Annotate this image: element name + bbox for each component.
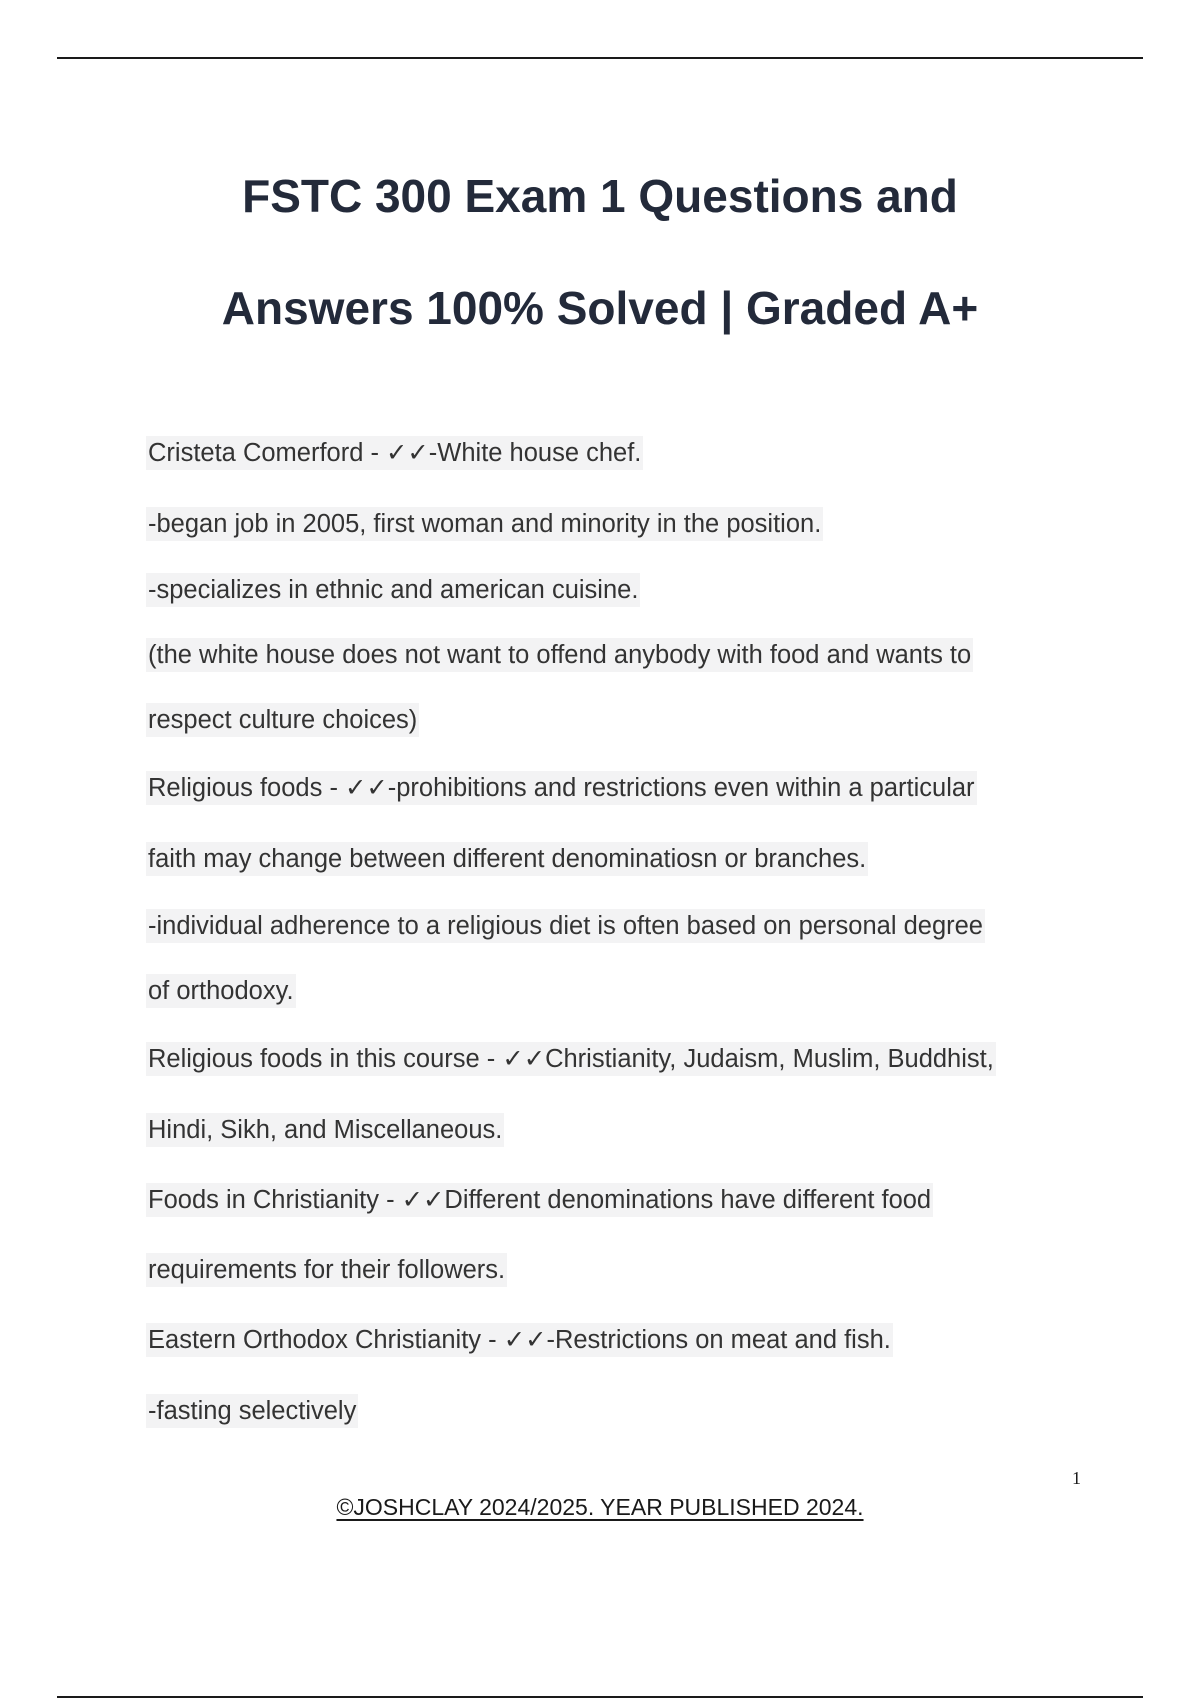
title-line-1: FSTC 300 Exam 1 Questions and <box>242 170 958 222</box>
body-line: faith may change between different denominatiosn or branches. <box>146 842 868 876</box>
copyright-footer <box>100 1494 1100 1521</box>
body-line: -specializes in ethnic and american cuisine. <box>146 573 640 607</box>
page-number: 1 <box>1072 1468 1081 1488</box>
body-line: Eastern Orthodox Christianity - ✓✓-Restrictions on meat and fish. <box>146 1323 893 1357</box>
body-line: -fasting selectively <box>146 1394 358 1428</box>
body-line: Hindi, Sikh, and Miscellaneous. <box>146 1113 504 1147</box>
title-line-2: Answers 100% Solved | Graded A+ <box>221 282 979 334</box>
bottom-rule <box>57 1696 1143 1698</box>
body-line: Cristeta Comerford - ✓✓-White house chef. <box>146 436 643 470</box>
body-line: Religious foods in this course - ✓✓Christianity, Judaism, Muslim, Buddhist, <box>146 1042 996 1076</box>
body-line: -individual adherence to a religious diet is often based on personal degree <box>146 909 985 943</box>
copyright-text: ©JOSHCLAY 2024/2025. YEAR PUBLISHED 2024. <box>336 1494 864 1520</box>
body-line: Foods in Christianity - ✓✓Different denominations have different food <box>146 1183 933 1217</box>
body-line: respect culture choices) <box>146 703 419 737</box>
body-line: (the white house does not want to offend anybody with food and wants to <box>146 638 973 672</box>
top-rule <box>57 57 1143 59</box>
body-line: requirements for their followers. <box>146 1253 507 1287</box>
body-line: -began job in 2005, first woman and minority in the position. <box>146 507 823 541</box>
body-line: of orthodoxy. <box>146 974 296 1008</box>
body-line: Religious foods - ✓✓-prohibitions and restrictions even within a particular <box>146 771 977 805</box>
document-title <box>100 140 1100 364</box>
